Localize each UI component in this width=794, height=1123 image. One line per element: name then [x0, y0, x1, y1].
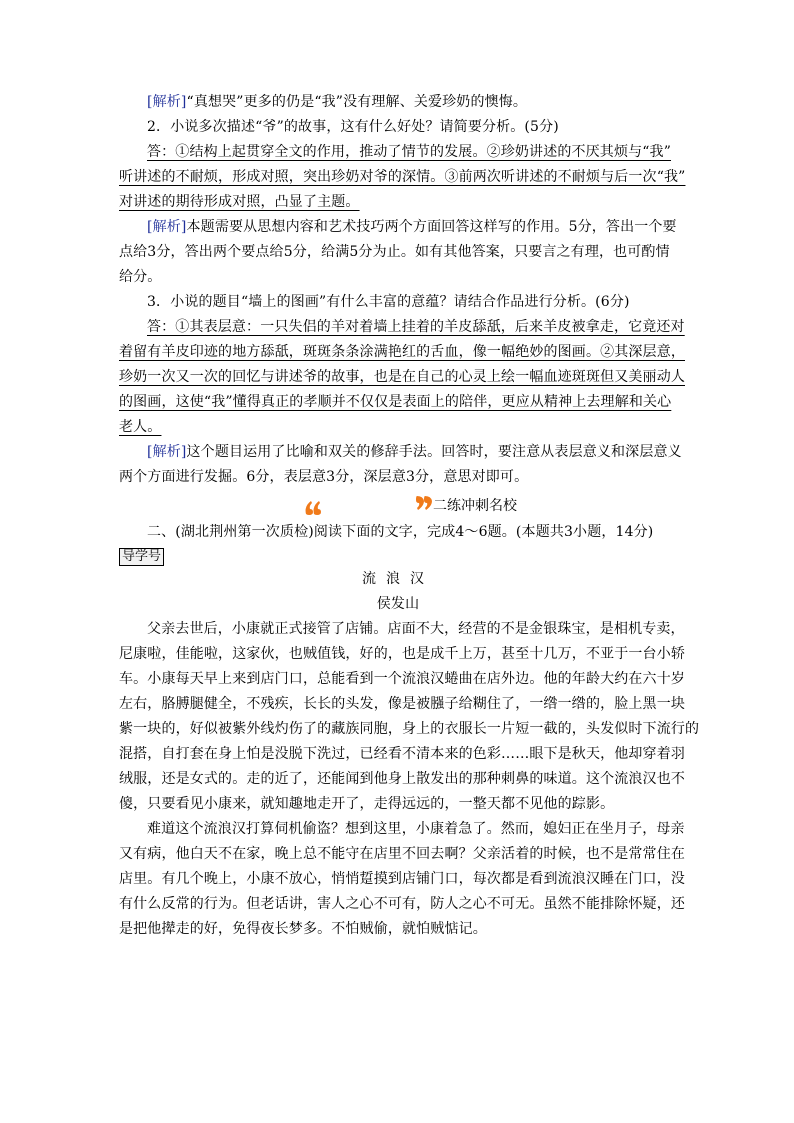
- analysis-line-2: [解析]本题需要从思想内容和艺术技巧两个方面回答这样写的作用。5分，答出一个要: [147, 219, 677, 235]
- story-line: 混搭，自打套在身上怕是没脱下洗过，已经看不清本来的色彩……眼下是秋天，他却穿着羽: [119, 746, 685, 762]
- story-title: 流浪汉: [362, 571, 434, 587]
- story-line: 难道这个流浪汉打算伺机偷盗？想到这里，小康着急了。然而，媳妇正在坐月子，母亲: [147, 821, 685, 837]
- story-line: 绒服，还是女式的。走的近了，还能闻到他身上散发出的那种刺鼻的味道。这个流浪汉也不: [119, 771, 685, 787]
- story-line: 左右，胳膊腿健全，不残疾，长长的头发，像是被膙子给糊住了，一绺一绺的，脸上黑一块: [119, 696, 685, 712]
- answer-3-line-3: 珍奶一次又一次的回忆与讲述爷的故事，也是在自己的心灵上绘一幅血迹斑斑但又美丽动人: [119, 369, 685, 385]
- answer-2-line-3: 对讲述的期待形成对照，凸显了主题。: [119, 194, 360, 210]
- question-3: 3．小说的题目“墙上的图画”有什么丰富的意蕴？请结合作品进行分析。(6分): [147, 294, 630, 310]
- quote-mark-icon: [303, 498, 323, 516]
- story-line: 尼康啦，佳能啦，这家伙，也贼值钱，好的，也是成千上万，甚至十几万，不亚于一台小轿: [119, 646, 685, 662]
- story-line: 傻，只要看见小康来，就知趣地走开了，走得远远的，一整天都不见他的踪影。: [119, 796, 615, 812]
- answer-3-line-2: 着留有羊皮印迹的地方舔舐，斑斑条条涂满艳红的舌血，像一幅绝妙的图画。②其深层意，: [119, 344, 685, 360]
- story-line: 父亲去世后，小康就正式接管了店铺。店面不大，经营的不是金银珠宝，是相机专卖，: [147, 621, 685, 637]
- section-intro: 二、(湖北荆州第一次质检)阅读下面的文字，完成4～6题。(本题共3小题，14分): [147, 524, 654, 540]
- guide-number-box: 导学号: [119, 548, 164, 566]
- answer-3-line-5: 老人。: [119, 419, 162, 435]
- story-line: 店里。有几个晚上，小康不放心，悄悄踅摸到店铺门口，每次都是看到流浪汉睡在门口，没: [119, 871, 685, 887]
- answer-3-line-4: 的图画，这使“我”懂得真正的孝顺并不仅仅是表面上的陪伴，更应从精神上去理解和关心: [119, 394, 672, 410]
- analysis-tag: [解析]: [147, 219, 187, 235]
- analysis-line-3: 点给3分，答出两个要点给5分，给满5分为止。如有其他答案，只要言之有理，也可酌情: [119, 244, 670, 260]
- analysis-line-4: 给分。: [119, 269, 162, 285]
- section-header: [119, 494, 677, 520]
- answer-3-line-1: 答：①其表层意：一只失侣的羊对着墙上挂着的羊皮舔舐，后来羊皮被拿走，它竟还对: [147, 319, 685, 335]
- answer-2-line-2: 听讲述的不耐烦，形成对照，突出珍奶对爷的深情。③前两次听讲述的不耐烦与后一次“我”: [119, 169, 686, 185]
- story-author: 侯发山: [376, 596, 420, 612]
- analysis-line-6: 两个方面进行发掘。6分，表层意3分，深层意3分，意思对即可。: [119, 469, 529, 485]
- story-line: 是把他撵走的好，免得夜长梦多。不怕贼偷，就怕贼惦记。: [119, 921, 487, 937]
- analysis-tag: [解析]: [147, 94, 187, 110]
- analysis-line-5: [解析]这个题目运用了比喻和双关的修辞手法。回答时，要注意从表层意义和深层意义: [147, 444, 682, 460]
- section-label: 二练冲刺名校: [433, 498, 517, 514]
- story-line: 紫一块的，好似被紫外线灼伤了的藏族同胞，身上的衣服长一片短一截的，头发似时下流行的: [119, 721, 700, 737]
- answer-2-line-1: 答：①结构上起贯穿全文的作用，推动了情节的发展。②珍奶讲述的不厌其烦与“我”: [147, 144, 672, 160]
- question-2: 2．小说多次描述“爷”的故事，这有什么好处？请简要分析。(5分): [147, 119, 559, 135]
- quote-mark-icon: [415, 494, 435, 512]
- analysis-tag: [解析]: [147, 444, 187, 460]
- analysis-line-1: [解析]“真想哭”更多的仍是“我”没有理解、关爱珍奶的懊悔。: [147, 94, 528, 110]
- story-line: 车。小康每天早上来到店门口，总能看到一个流浪汉蜷曲在店外边。他的年龄大约在六十岁: [119, 671, 685, 687]
- story-line: 有什么反常的行为。但老话讲，害人之心不可有，防人之心不可无。虽然不能排除怀疑，还: [119, 896, 685, 912]
- story-line: 又有病，他白天不在家，晚上总不能守在店里不回去啊？父亲活着的时候，也不是常常住在: [119, 846, 685, 862]
- document-page: [119, 90, 700, 942]
